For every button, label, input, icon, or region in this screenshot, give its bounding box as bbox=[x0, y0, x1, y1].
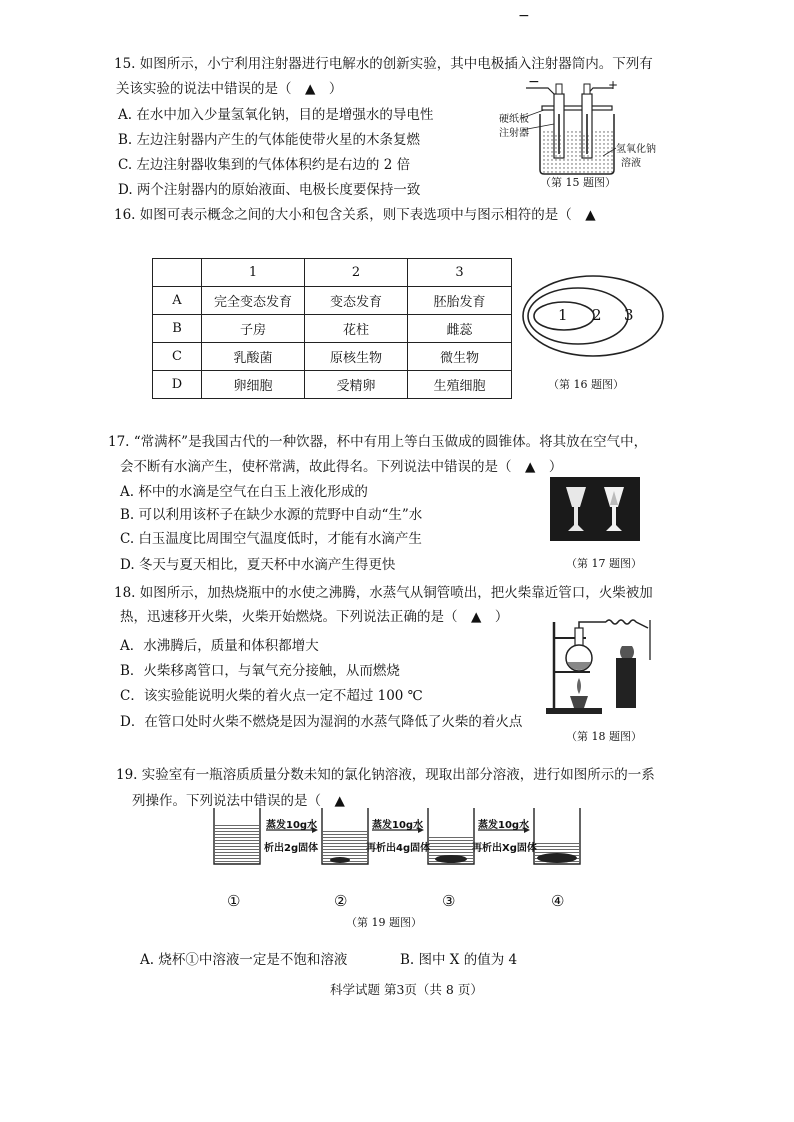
table-row bbox=[153, 287, 512, 315]
q15-stem-line1: 15. 如图所示，小宁利用注射器进行电解水的创新实验，其中电极插入注射器筒内。下列有 bbox=[114, 56, 653, 72]
table-cell: D bbox=[153, 371, 202, 399]
q15-plus-sign: + bbox=[608, 78, 619, 92]
q18-stem-line1: 18. 如图所示，加热烧瓶中的水使之沸腾，水蒸气从铜管喷出，把火柴靠近管口，火柴被加 bbox=[114, 585, 653, 601]
q17-option-c: C. 白玉温度比周围空气温度低时，才能有水滴产生 bbox=[120, 531, 422, 547]
table-cell: 卵细胞 bbox=[202, 371, 305, 399]
table-cell: 原核生物 bbox=[305, 343, 408, 371]
q15-option-a: A. 在水中加入少量氢氧化钠，目的是增强水的导电性 bbox=[118, 107, 434, 123]
q16-ellipse-label-1: 1 bbox=[558, 306, 568, 324]
table-cell: A bbox=[153, 287, 202, 315]
q15-option-c: C. 左边注射器收集到的气体体积约是右边的 2 倍 bbox=[118, 157, 411, 173]
q15-caption: （第 15 题图） bbox=[540, 176, 616, 189]
q15-option-b: B. 左边注射器内产生的气体能使带火星的木条复燃 bbox=[118, 132, 421, 148]
beaker-label-4: ④ bbox=[551, 892, 565, 910]
table-cell: 微生物 bbox=[408, 343, 512, 371]
q19-step1-top: 蒸发10g水 bbox=[266, 820, 318, 831]
q16-caption: （第 16 题图） bbox=[548, 378, 624, 391]
q18-apparatus-figure bbox=[546, 616, 658, 718]
q17-option-b: B. 可以利用该杯子在缺少水源的荒野中自动“生”水 bbox=[120, 507, 423, 523]
q19-option-a: A. 烧杯①中溶液一定是不饱和溶液 bbox=[140, 952, 348, 968]
q16-stem: 16. 如图可表示概念之间的大小和包含关系，则下表选项中与图示相符的是（ ▲ bbox=[114, 207, 596, 223]
q15-option-d: D. 两个注射器内的原始液面、电极长度要保持一致 bbox=[118, 182, 421, 198]
q19-option-b: B. 图中 X 的值为 4 bbox=[400, 952, 518, 968]
beaker-3 bbox=[428, 808, 474, 864]
q19-step1-bottom: 析出2g固体 bbox=[264, 843, 319, 854]
table-cell: 花柱 bbox=[305, 315, 408, 343]
table-row bbox=[153, 259, 512, 287]
beaker-label-3: ③ bbox=[442, 892, 456, 910]
q17-caption: （第 17 题图） bbox=[566, 557, 642, 570]
table-cell: 雌蕊 bbox=[408, 315, 512, 343]
beaker-label-2: ② bbox=[334, 892, 348, 910]
q19-beakers-figure bbox=[200, 800, 600, 872]
q17-cup-photo bbox=[550, 477, 640, 541]
q19-caption: （第 19 题图） bbox=[346, 916, 422, 929]
table-row bbox=[153, 343, 512, 371]
q18-option-b: B．火柴移离管口，与氧气充分接触，从而燃烧 bbox=[120, 663, 400, 679]
beaker-4 bbox=[534, 808, 580, 864]
q17-option-a: A. 杯中的水滴是空气在白玉上液化形成的 bbox=[120, 484, 368, 500]
q17-stem-line2: 会不断有水滴产生，使杯常满，故此得名。下列说法中错误的是（ ▲ ） bbox=[120, 459, 563, 475]
beaker-2 bbox=[322, 808, 368, 864]
q19-step3-top: 蒸发10g水 bbox=[478, 820, 530, 831]
page-footer: 科学试题 第3页（共 8 页） bbox=[330, 982, 483, 997]
q15-syringe-label: 注射器 bbox=[499, 128, 529, 139]
q19-stem-line2: 列操作。下列说法中错误的是（ ▲ bbox=[132, 793, 345, 809]
q18-option-d: D．在管口处时火柴不燃烧是因为湿润的水蒸气降低了火柴的着火点 bbox=[120, 714, 523, 730]
table-cell: C bbox=[153, 343, 202, 371]
q15-solution-label-2: 溶液 bbox=[621, 158, 641, 169]
table-cell: 胚胎发育 bbox=[408, 287, 512, 315]
table-cell: 生殖细胞 bbox=[408, 371, 512, 399]
q18-option-c: C．该实验能说明火柴的着火点一定不超过 100 ℃ bbox=[120, 688, 423, 704]
q19-step2-bottom: 再析出4g固体 bbox=[366, 843, 431, 854]
q16-ellipse-label-3: 3 bbox=[624, 306, 634, 324]
table-header-cell bbox=[153, 259, 202, 287]
table-row bbox=[153, 315, 512, 343]
q18-caption: （第 18 题图） bbox=[566, 730, 642, 743]
table-header-cell: 2 bbox=[305, 259, 408, 287]
table-header-cell: 3 bbox=[408, 259, 512, 287]
q19-step3-bottom: 再析出Xg固体 bbox=[472, 843, 537, 854]
q18-stem-line2: 热，迅速移开火柴，火柴开始燃烧。下列说法正确的是（ ▲ ） bbox=[120, 609, 509, 625]
table-cell: 变态发育 bbox=[305, 287, 408, 315]
q15-minus-label: − bbox=[518, 8, 530, 24]
table-row bbox=[153, 371, 512, 399]
beaker-label-1: ① bbox=[227, 892, 241, 910]
q17-option-d: D. 冬天与夏天相比，夏天杯中水滴产生得更快 bbox=[120, 557, 396, 573]
q15-solution-label-1: 氢氧化钠 bbox=[616, 144, 656, 155]
q16-ellipse-label-2: 2 bbox=[592, 306, 602, 324]
q15-minus-sign: − bbox=[528, 74, 540, 90]
q16-table bbox=[152, 258, 512, 399]
q15-board-label: 硬纸板 bbox=[499, 114, 529, 125]
table-header-cell: 1 bbox=[202, 259, 305, 287]
table-cell: B bbox=[153, 315, 202, 343]
table-cell: 乳酸菌 bbox=[202, 343, 305, 371]
q18-option-a: A．水沸腾后，质量和体积都增大 bbox=[120, 638, 319, 654]
table-cell: 子房 bbox=[202, 315, 305, 343]
table-cell: 完全变态发育 bbox=[202, 287, 305, 315]
q19-step2-top: 蒸发10g水 bbox=[372, 820, 424, 831]
beaker-1 bbox=[214, 808, 260, 864]
q19-stem-line1: 19. 实验室有一瓶溶质质量分数未知的氯化钠溶液，现取出部分溶液，进行如图所示的一系 bbox=[116, 767, 655, 783]
q17-stem-line1: 17. “常满杯”是我国古代的一种饮器，杯中有用上等白玉做成的圆锥体。将其放在空气中， bbox=[108, 434, 648, 450]
q15-stem-line2: 关该实验的说法中错误的是（ ▲ ） bbox=[116, 81, 343, 97]
table-cell: 受精卵 bbox=[305, 371, 408, 399]
